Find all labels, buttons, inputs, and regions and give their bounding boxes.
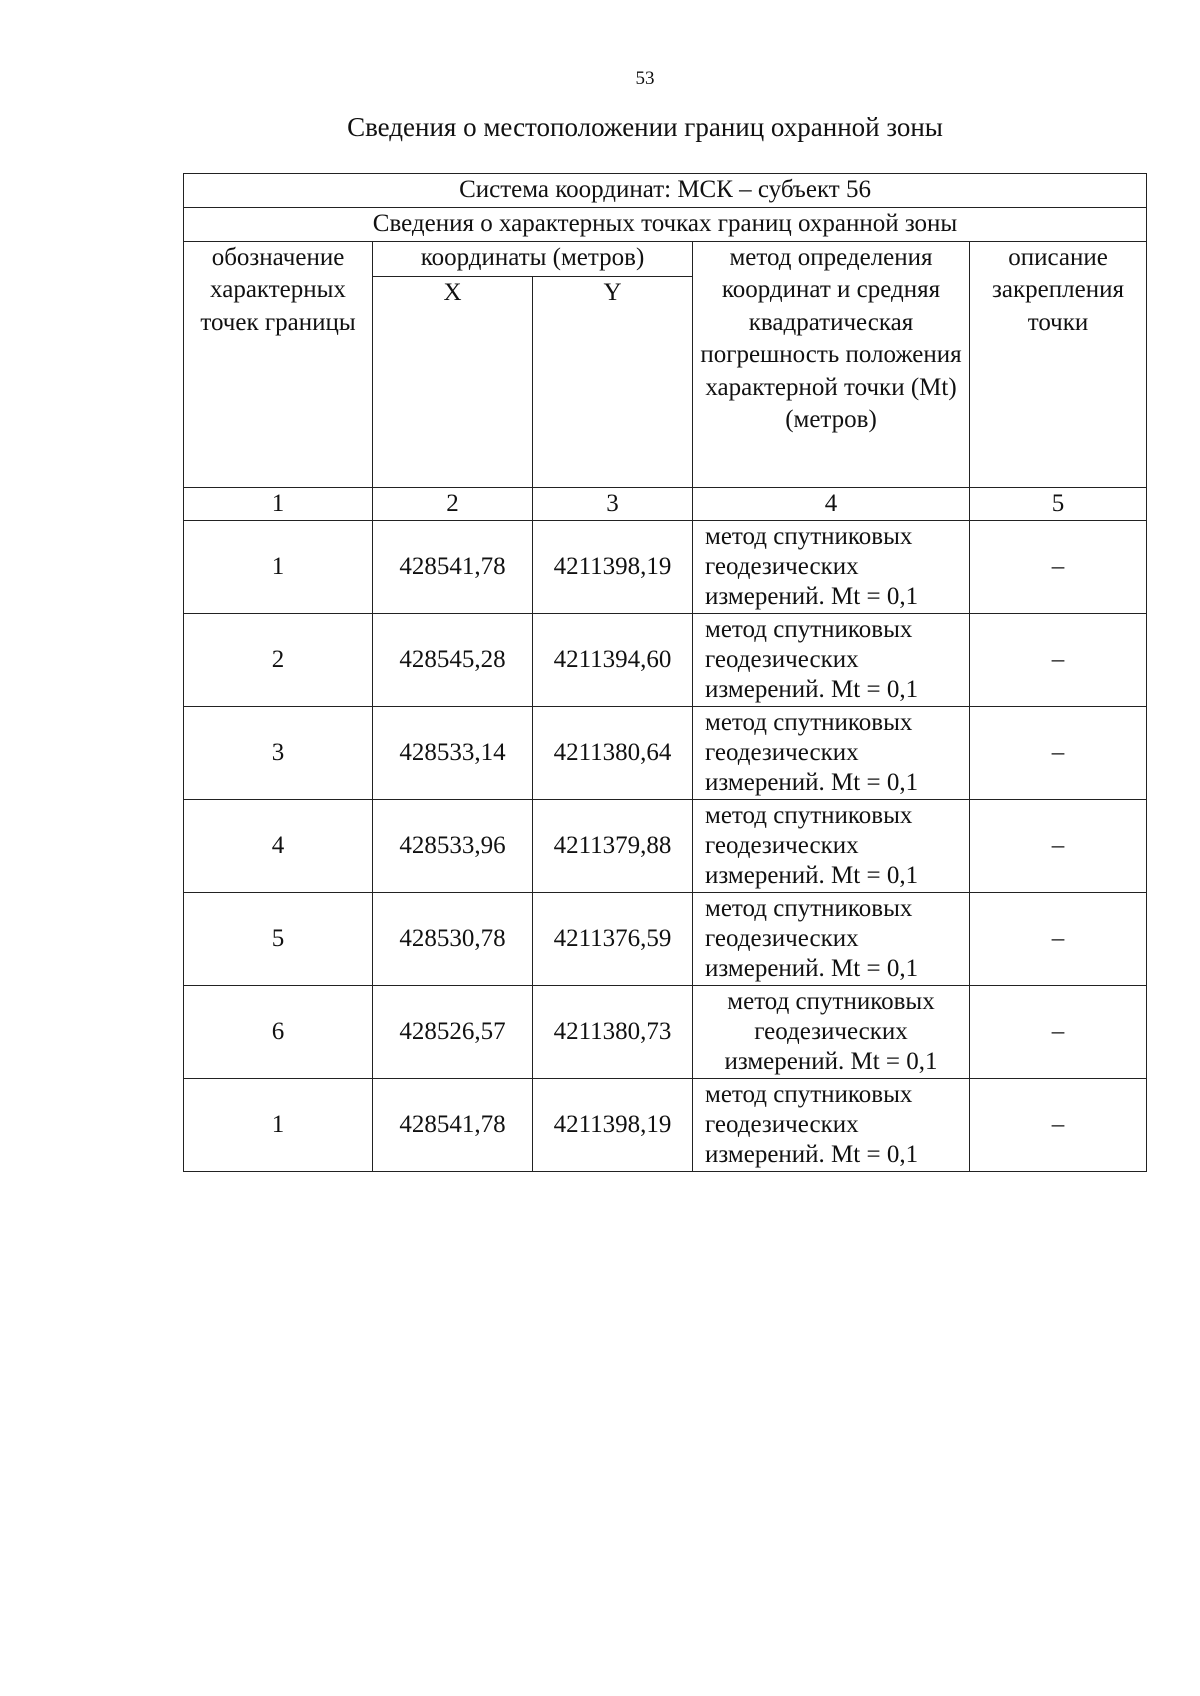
table-row bbox=[184, 1079, 1147, 1172]
header-y: Y bbox=[533, 276, 693, 487]
column-number: 1 bbox=[184, 487, 373, 521]
point-cell: 1 bbox=[184, 1079, 373, 1172]
header-method: метод определения координат и средняя квадратическая погрешность положения характерной точки (Mt) (метров) bbox=[693, 241, 970, 487]
column-number: 3 bbox=[533, 487, 693, 521]
x-cell: 428533,96 bbox=[373, 800, 533, 893]
page-number: 53 bbox=[635, 68, 655, 89]
table-row bbox=[184, 893, 1147, 986]
table-row bbox=[184, 521, 1147, 614]
description-cell: – bbox=[970, 893, 1147, 986]
x-cell: 428541,78 bbox=[373, 521, 533, 614]
point-cell: 4 bbox=[184, 800, 373, 893]
table-row bbox=[184, 986, 1147, 1079]
table-row bbox=[184, 800, 1147, 893]
description-cell: – bbox=[970, 614, 1147, 707]
description-cell: – bbox=[970, 521, 1147, 614]
point-cell: 2 bbox=[184, 614, 373, 707]
column-numbers-row bbox=[184, 487, 1147, 521]
y-cell: 4211398,19 bbox=[533, 1079, 693, 1172]
method-cell: метод спутниковых геодезических измерений. Mt = 0,1 bbox=[693, 614, 970, 707]
description-cell: – bbox=[970, 800, 1147, 893]
x-cell: 428526,57 bbox=[373, 986, 533, 1079]
point-cell: 1 bbox=[184, 521, 373, 614]
table-subtitle-cell: Сведения о характерных точках границ охранной зоны bbox=[184, 207, 1147, 241]
coordinate-system-cell: Система координат: МСК – субъект 56 bbox=[184, 174, 1147, 208]
y-cell: 4211380,64 bbox=[533, 707, 693, 800]
point-cell: 5 bbox=[184, 893, 373, 986]
method-cell: метод спутниковых геодезических измерений. Mt = 0,1 bbox=[693, 800, 970, 893]
column-number: 5 bbox=[970, 487, 1147, 521]
header-point-designation: обозначение характерных точек границы bbox=[184, 241, 373, 487]
table-row bbox=[184, 707, 1147, 800]
header-description: описание закрепления точки bbox=[970, 241, 1147, 487]
y-cell: 4211380,73 bbox=[533, 986, 693, 1079]
method-cell: метод спутниковых геодезических измерений. Mt = 0,1 bbox=[693, 986, 970, 1079]
y-cell: 4211379,88 bbox=[533, 800, 693, 893]
method-cell: метод спутниковых геодезических измерений. Mt = 0,1 bbox=[693, 521, 970, 614]
document-title: Сведения о местоположении границ охранной зоны bbox=[347, 112, 943, 142]
description-cell: – bbox=[970, 986, 1147, 1079]
column-number: 4 bbox=[693, 487, 970, 521]
y-cell: 4211376,59 bbox=[533, 893, 693, 986]
x-cell: 428545,28 bbox=[373, 614, 533, 707]
method-cell: метод спутниковых геодезических измерений. Mt = 0,1 bbox=[693, 893, 970, 986]
point-cell: 6 bbox=[184, 986, 373, 1079]
x-cell: 428541,78 bbox=[373, 1079, 533, 1172]
description-cell: – bbox=[970, 707, 1147, 800]
x-cell: 428533,14 bbox=[373, 707, 533, 800]
header-x: X bbox=[373, 276, 533, 487]
table-row bbox=[184, 614, 1147, 707]
point-cell: 3 bbox=[184, 707, 373, 800]
x-cell: 428530,78 bbox=[373, 893, 533, 986]
method-cell: метод спутниковых геодезических измерений. Mt = 0,1 bbox=[693, 707, 970, 800]
coordinates-table bbox=[183, 173, 1147, 1172]
y-cell: 4211398,19 bbox=[533, 521, 693, 614]
column-number: 2 bbox=[373, 487, 533, 521]
method-cell: метод спутниковых геодезических измерений. Mt = 0,1 bbox=[693, 1079, 970, 1172]
header-coordinates: координаты (метров) bbox=[373, 241, 693, 276]
y-cell: 4211394,60 bbox=[533, 614, 693, 707]
description-cell: – bbox=[970, 1079, 1147, 1172]
